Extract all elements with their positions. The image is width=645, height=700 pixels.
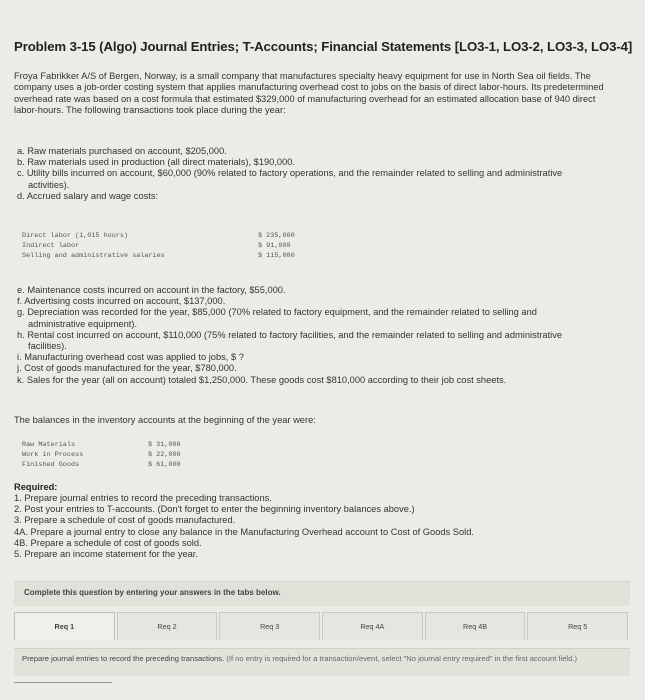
divider xyxy=(14,682,112,683)
instructions-box xyxy=(14,648,630,676)
salary-value: $ 91,000 xyxy=(258,242,291,250)
balance-label: Work in Process xyxy=(22,451,84,459)
tab-req-2[interactable]: Req 2 xyxy=(117,612,218,640)
balance-value: $ 31,000 xyxy=(148,441,181,449)
table-row xyxy=(22,440,222,450)
transaction-j: j. Cost of goods manufactured for the year, $780,000. xyxy=(17,363,237,374)
required-heading: Required: xyxy=(14,482,58,492)
tab-req-4a[interactable]: Req 4A xyxy=(322,612,423,640)
required-item: 3. Prepare a schedule of cost of goods manufactured. xyxy=(14,515,236,526)
salary-label: Selling and administrative salaries xyxy=(22,252,165,260)
transactions-list-e-k xyxy=(17,285,617,386)
instructions-text: Prepare journal entries to record the preceding transactions. xyxy=(22,654,225,663)
transaction-k: k. Sales for the year (all on account) totaled $1,250,000. These goods cost $810,000 according to their job cost sheets. xyxy=(17,374,507,385)
balance-value: $ 61,000 xyxy=(148,461,181,469)
salary-label: Indirect labor xyxy=(22,242,80,250)
balance-value: $ 22,000 xyxy=(148,451,181,459)
tab-req-1[interactable]: Req 1 xyxy=(14,612,115,640)
table-row xyxy=(22,450,222,460)
problem-intro: Froya Fabrikker A/S of Bergen, Norway, is a small company that manufactures specialty heavy equipment for use in North Sea oil fields. The company uses a job-order costing system that applies manufacturing overhead cost to jobs on the basis of direct labor-hours. Its predetermined overhead rate was based on a cost formula that estimated $329,000 of manufacturing overhead for an estimated allocation base of 940 direct labor-hours. The following transactions took place during the year: xyxy=(14,71,604,115)
transaction-h: h. Rental cost incurred on account, $110,000 (75% related to factory facilities, and the remainder related to selling and administrative facilities). xyxy=(17,329,563,352)
complete-banner-text: Complete this question by entering your answers in the tabs below. xyxy=(24,588,281,597)
transaction-e: e. Maintenance costs incurred on account in the factory, $55,000. xyxy=(17,285,286,295)
balance-label: Finished Goods xyxy=(22,461,80,469)
required-item: 5. Prepare an income statement for the year. xyxy=(14,549,198,560)
salary-value: $ 235,000 xyxy=(258,232,295,240)
salary-table xyxy=(22,231,322,261)
table-row xyxy=(22,251,322,261)
transaction-a: a. Raw materials purchased on account, $205,000. xyxy=(17,146,227,156)
req-tabs xyxy=(14,612,630,642)
tab-req-5[interactable]: Req 5 xyxy=(527,612,628,640)
required-item: 2. Post your entries to T-accounts. (Don't forget to enter the beginning inventory balances above.) xyxy=(14,504,415,515)
table-row xyxy=(22,460,222,470)
required-item: 4A. Prepare a journal entry to close any balance in the Manufacturing Overhead account to Cost of Goods Sold. xyxy=(14,526,474,537)
problem-title: Problem 3-15 (Algo) Journal Entries; T-Accounts; Financial Statements [LO3-1, LO3-2, LO3-3, LO3-4] xyxy=(14,39,633,54)
balance-label: Raw Materials xyxy=(22,441,76,449)
transaction-d: d. Accrued salary and wage costs: xyxy=(17,190,159,201)
required-list xyxy=(14,493,474,560)
transaction-b: b. Raw materials used in production (all direct materials), $190,000. xyxy=(17,157,296,168)
transaction-g: g. Depreciation was recorded for the year, $85,000 (70% related to factory equipment, and the remainder related to selling and administrative equipment). xyxy=(17,307,537,329)
transactions-list-a-d xyxy=(17,146,617,202)
table-row xyxy=(22,231,322,241)
instructions-note: (If no entry is required for a transaction/event, select "No journal entry required" in the first account field.) xyxy=(226,654,577,663)
table-row xyxy=(22,241,322,251)
salary-label: Direct labor (1,015 hours) xyxy=(22,232,129,240)
balances-intro: The balances in the inventory accounts at the beginning of the year were: xyxy=(14,415,316,425)
transaction-i: i. Manufacturing overhead cost was applied to jobs, $ ? xyxy=(17,352,244,363)
complete-banner xyxy=(14,581,630,606)
transaction-c: c. Utility bills incurred on account, $60,000 (90% related to factory operations, and the remainder related to selling and administrative activities). xyxy=(17,168,563,190)
required-item: 1. Prepare journal entries to record the preceding transactions. xyxy=(14,493,272,503)
transaction-f: f. Advertising costs incurred on account, $137,000. xyxy=(17,296,226,307)
tab-req-4b[interactable]: Req 4B xyxy=(425,612,526,640)
salary-value: $ 115,000 xyxy=(258,252,295,260)
tab-req-3[interactable]: Req 3 xyxy=(219,612,320,640)
required-item: 4B. Prepare a schedule of cost of goods sold. xyxy=(14,537,202,548)
balances-table xyxy=(22,440,222,470)
